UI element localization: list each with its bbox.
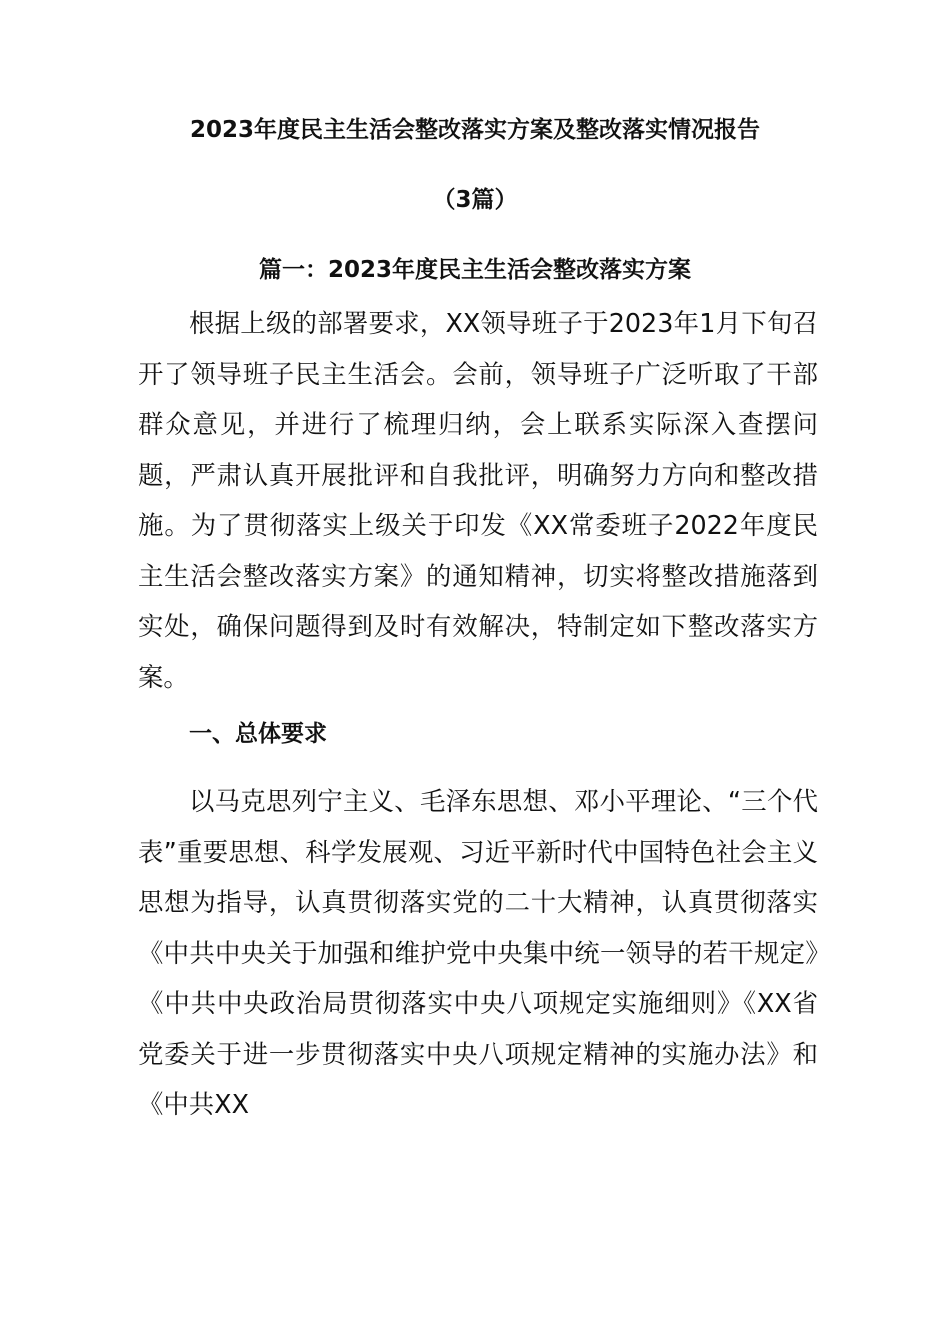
subheading: 一、总体要求	[189, 721, 327, 747]
document-title: 2023年度民主生活会整改落实方案及整改落实情况报告	[189, 117, 760, 143]
document-title-count: （3篇）	[432, 187, 518, 213]
body-paragraph: 以马克思列宁主义、毛泽东思想、邓小平理论、“三个代表”重要思想、科学发展观、习近平新时代中国特色社会主义思想为指导，认真贯彻落实党的二十大精神，认真贯彻落实《中共中央关于加强和维护党中央集中统一领导的若干规定》《中共中央政治局贯彻落实中央八项规定实施细则》《XX省党委关于进一步贯彻落实中央八项规定精神的实施办法》和《中共XX	[138, 786, 818, 1119]
body-paragraph: 根据上级的部署要求，XX领导班子于2023年1月下旬召开了领导班子民主生活会。会前，领导班子广泛听取了干部群众意见，并进行了梳理归纳，会上联系实际深入查摆问题，严肃认真开展批评和自我批评，明确努力方向和整改措施。为了贯彻落实上级关于印发《XX常委班子2022年度民主生活会整改落实方案》的通知精神，切实将整改措施落到实处，确保问题得到及时有效解决，特制定如下整改落实方案。	[138, 308, 818, 692]
section-title: 篇一：2023年度民主生活会整改落实方案	[258, 257, 691, 283]
